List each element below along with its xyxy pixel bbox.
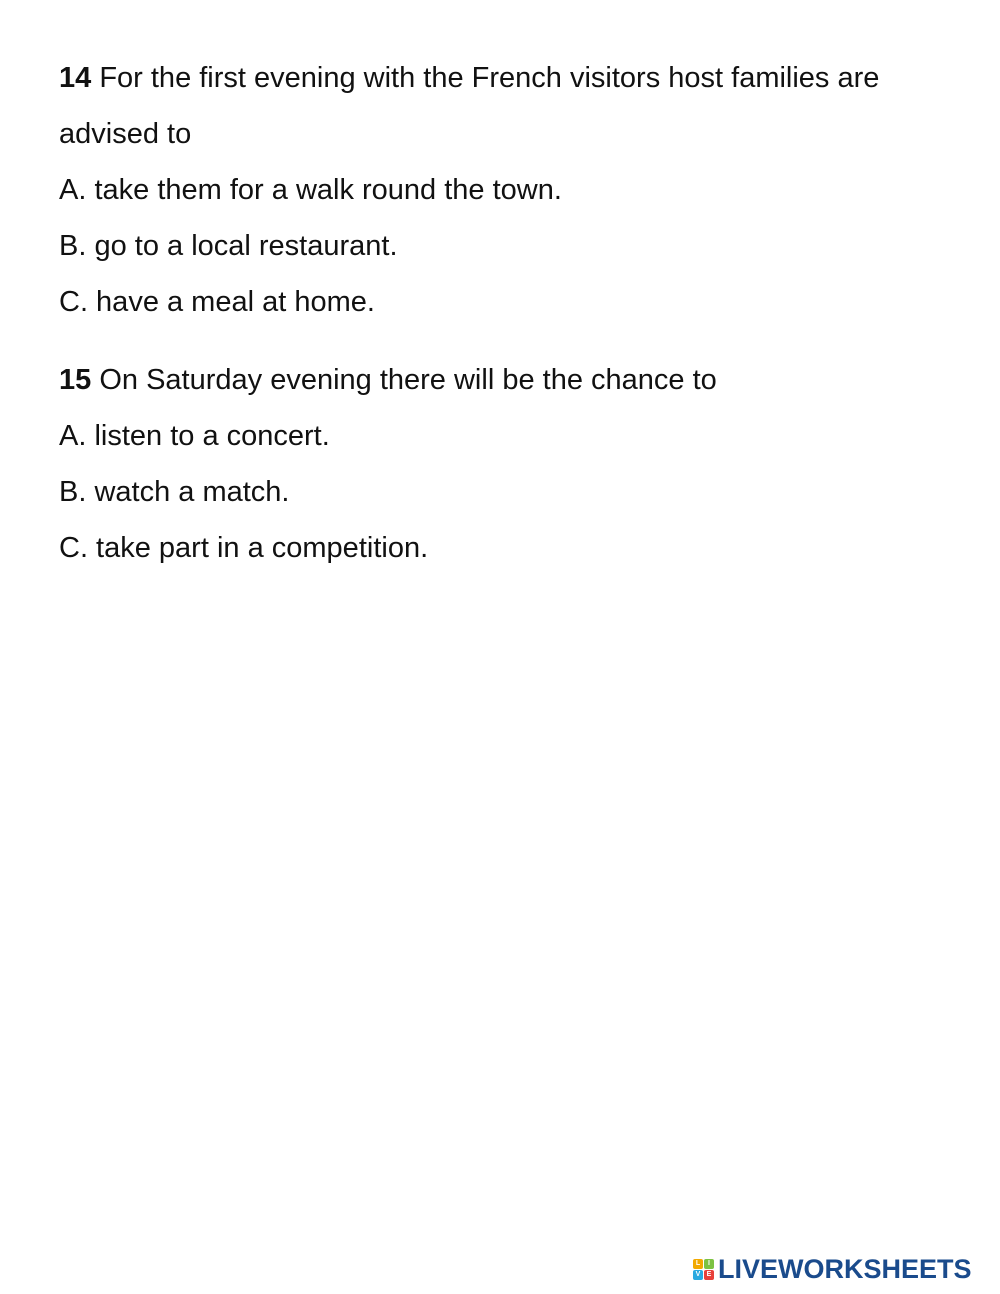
option-c: C. have a meal at home.	[59, 286, 375, 318]
option-a: A. take them for a walk round the town.	[59, 174, 562, 206]
logo-text: LIVEWORKSHEETS	[718, 1253, 972, 1284]
logo-mark-tile: L	[693, 1259, 703, 1269]
option-b: B. watch a match.	[59, 476, 290, 508]
logo-mark-tile: V	[693, 1270, 703, 1280]
question-text: On Saturday evening there will be the chance to	[91, 364, 717, 396]
question-number: 15	[59, 364, 92, 396]
liveworksheets-logo	[693, 1254, 972, 1284]
question-number: 14	[59, 62, 92, 94]
option-b: B. go to a local restaurant.	[59, 230, 398, 262]
question-stem	[59, 352, 949, 408]
question-15	[59, 352, 949, 576]
logo-mark-tile: E	[704, 1270, 714, 1280]
option-a: A. listen to a concert.	[59, 420, 330, 452]
question-stem	[59, 50, 949, 162]
logo-mark-icon	[693, 1259, 714, 1280]
question-14	[59, 50, 949, 330]
logo-mark-tile: I	[704, 1259, 714, 1269]
question-text: For the first evening with the French visitors host families are advised to	[59, 62, 880, 150]
option-c: C. take part in a competition.	[59, 532, 429, 564]
